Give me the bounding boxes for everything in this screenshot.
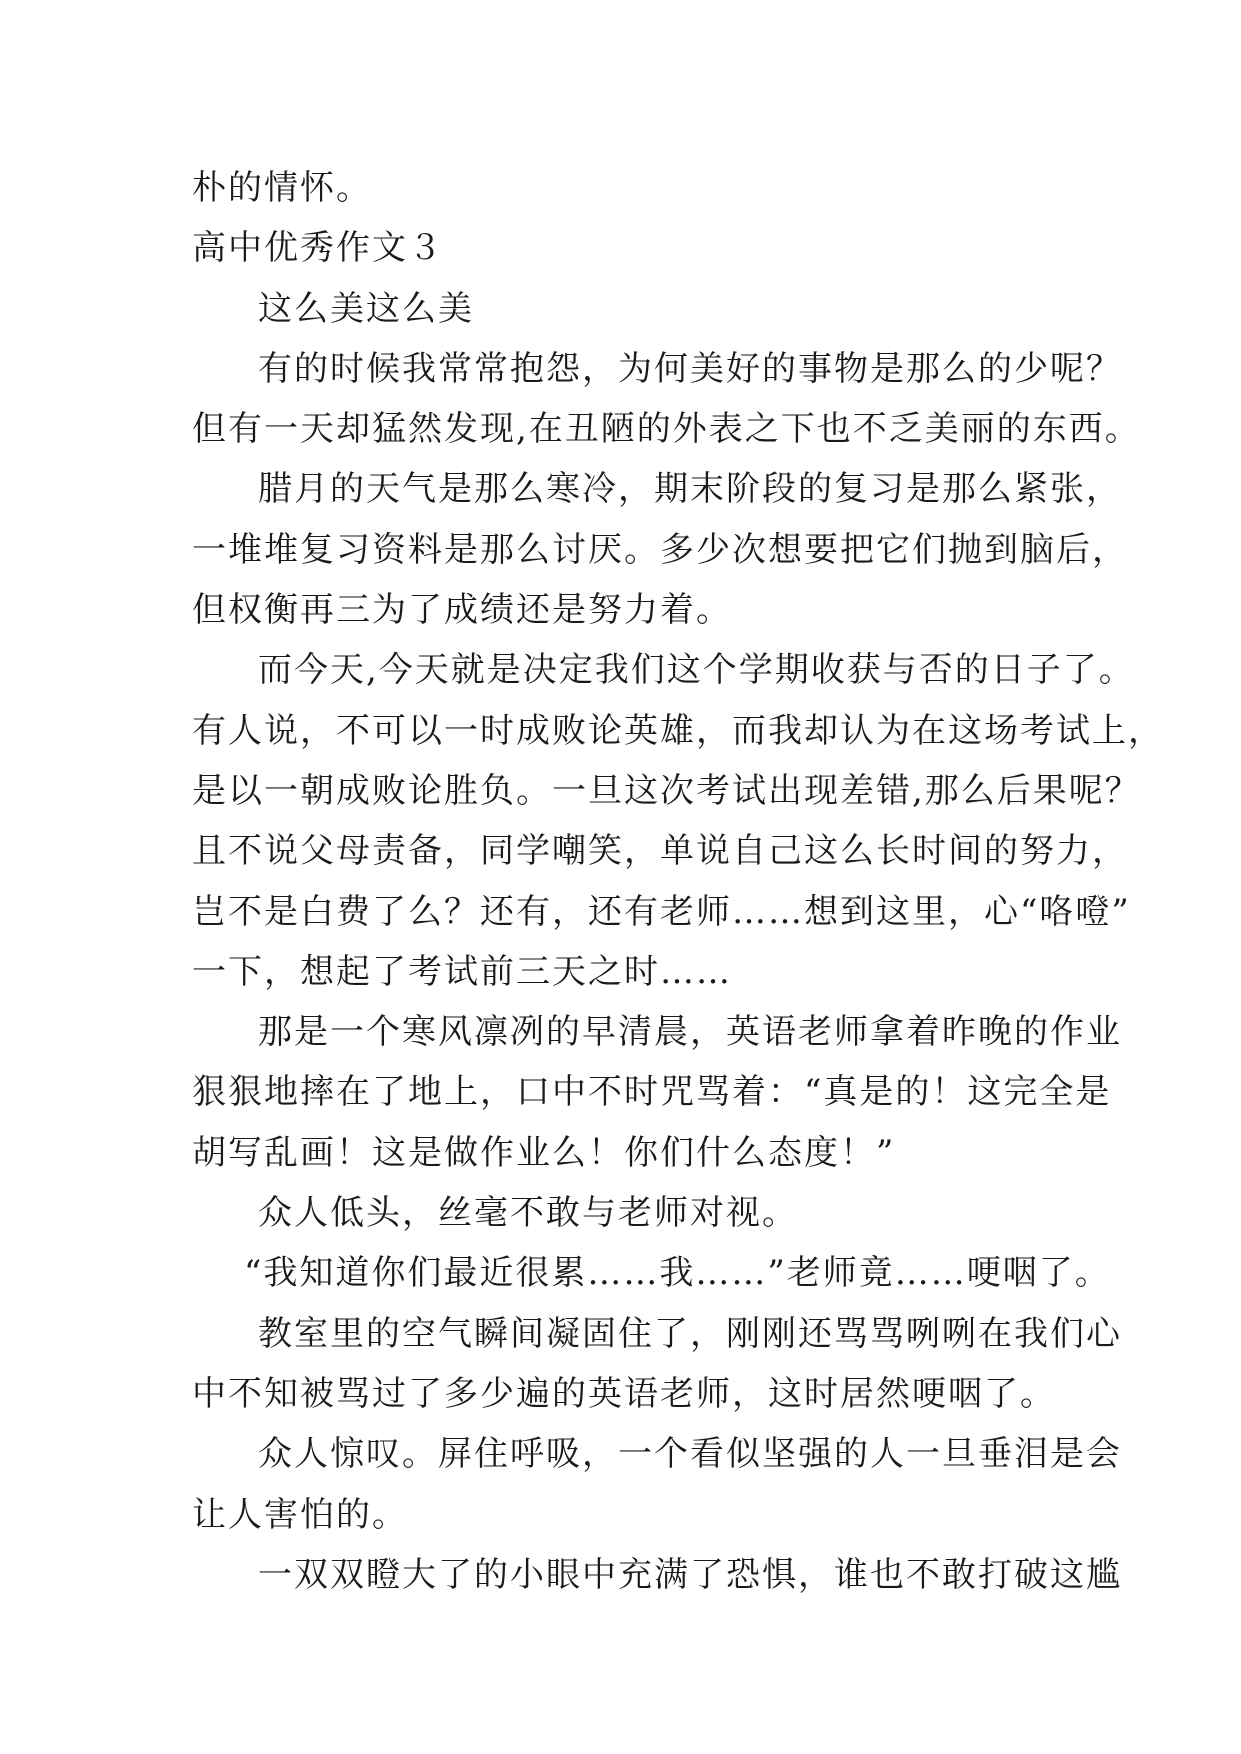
essay-text: [192, 158, 1164, 1605]
text-line: “我知道你们最近很累……我……”老师竟……哽咽了。: [244, 1253, 1111, 1294]
text-line: 胡写乱画！这是做作业么！你们什么态度！”: [192, 1132, 896, 1173]
text-line: 众人惊叹。屏住呼吸，一个看似坚强的人一旦垂泪是会: [258, 1434, 1122, 1475]
text-line: 一双双瞪大了的小眼中充满了恐惧，谁也不敢打破这尴: [258, 1554, 1122, 1595]
text-line: 那是一个寒风凛冽的早清晨，英语老师拿着昨晚的作业: [258, 1012, 1122, 1053]
text-line: 有的时候我常常抱怨，为何美好的事物是那么的少呢？: [258, 348, 1122, 389]
text-line: 且不说父母责备，同学嘲笑，单说自己这么长时间的努力，: [192, 831, 1128, 872]
text-line: 岂不是白费了么？还有，还有老师……想到这里，心“咯噔”: [192, 891, 1131, 932]
text-line: 一堆堆复习资料是那么讨厌。多少次想要把它们抛到脑后，: [192, 529, 1128, 570]
text-line: 而今天,今天就是决定我们这个学期收获与否的日子了。: [258, 650, 1135, 691]
text-line: 让人害怕的。: [192, 1494, 408, 1535]
text-line: 朴的情怀。: [192, 168, 372, 208]
text-line: 中不知被骂过了多少遍的英语老师，这时居然哽咽了。: [192, 1373, 1056, 1414]
text-line: 腊月的天气是那么寒冷，期末阶段的复习是那么紧张，: [258, 469, 1122, 510]
essay-title: 这么美这么美: [258, 288, 474, 329]
text-line: 但有一天却猛然发现,在丑陋的外表之下也不乏美丽的东西。: [192, 409, 1141, 450]
text-line: 但权衡再三为了成绩还是努力着。: [192, 590, 732, 631]
text-line: 一下，想起了考试前三天之时……: [192, 951, 732, 992]
text-line: 有人说，不可以一时成败论英雄，而我却认为在这场考试上，: [192, 710, 1164, 751]
text-line: 众人低头，丝毫不敢与老师对视。: [258, 1193, 798, 1234]
text-line: 狠狠地摔在了地上，口中不时咒骂着：“真是的！这完全是: [192, 1072, 1112, 1113]
text-line: 是以一朝成败论胜负。一旦这次考试出现差错,那么后果呢？: [192, 770, 1141, 811]
section-heading: 高中优秀作文３: [192, 228, 444, 269]
text-line: 教室里的空气瞬间凝固住了，刚刚还骂骂咧咧在我们心: [258, 1313, 1122, 1354]
